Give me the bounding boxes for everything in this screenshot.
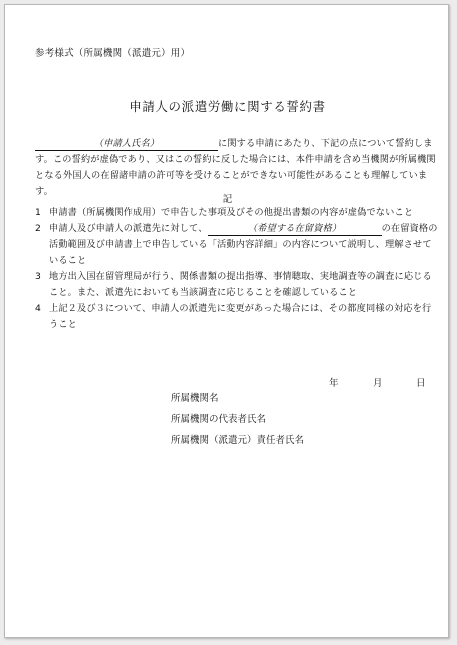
signature-organization: 所属機関名 <box>171 393 219 404</box>
item-number: 4 <box>35 303 41 314</box>
pledge-item-2 <box>35 221 439 269</box>
item-text: 申請人及び申請人の派遣先に対して、 <box>49 223 208 234</box>
ki-heading: 記 <box>222 194 233 205</box>
document-page <box>4 4 449 638</box>
pledge-item-3 <box>35 269 439 301</box>
item-number: 1 <box>35 207 41 218</box>
item-text-continued: の在留資格の活動範囲及び申請書上で申告している「活動内容詳細」の内容について説明し、理解させていること <box>49 223 438 266</box>
item-text: 上記２及び３について、申請人の派遣先に変更があった場合には、その都度同様の対応を行うこと <box>49 303 432 330</box>
intro-text: に関する申請にあたり、下記の点について誓約します。この誓約が虚偽であり、又はこの誓約に反した場合には、本件申請を含め当機関が所属機関となる外国人の在留諸申請の許可等を受けることができない可能性があることも理解しています。 <box>35 138 436 197</box>
item-number: 3 <box>35 271 41 282</box>
applicant-name-blank: （申請人氏名） <box>35 138 218 151</box>
pledge-items <box>35 205 439 333</box>
item-text: 申請書（所属機関作成用）で申告した事項及びその他提出書類の内容が虚偽でないこと <box>49 207 414 218</box>
date-day: 日 <box>416 378 426 389</box>
signature-block <box>171 388 304 451</box>
signature-responsible-person: 所属機関（派遣元）責任者氏名 <box>171 435 305 446</box>
item-number: 2 <box>35 223 41 234</box>
date-year: 年 <box>329 378 339 389</box>
pledge-item-4 <box>35 301 439 333</box>
date-row <box>5 375 450 389</box>
date-month: 月 <box>373 378 383 389</box>
document-title: 申請人の派遣労働に関する誓約書 <box>129 99 326 114</box>
item-text: 地方出入国在留管理局が行う、関係書類の提出指導、事情聴取、実地調査等の調査に応じること。また、派遣先においても当該調査に応じることを確認していること <box>49 271 432 298</box>
status-of-residence-blank: （希望する在留資格） <box>208 223 382 236</box>
signature-representative: 所属機関の代表者氏名 <box>171 414 267 425</box>
pledge-item-1 <box>35 205 439 221</box>
form-label: 参考様式（所属機関（派遣元）用） <box>35 48 191 59</box>
